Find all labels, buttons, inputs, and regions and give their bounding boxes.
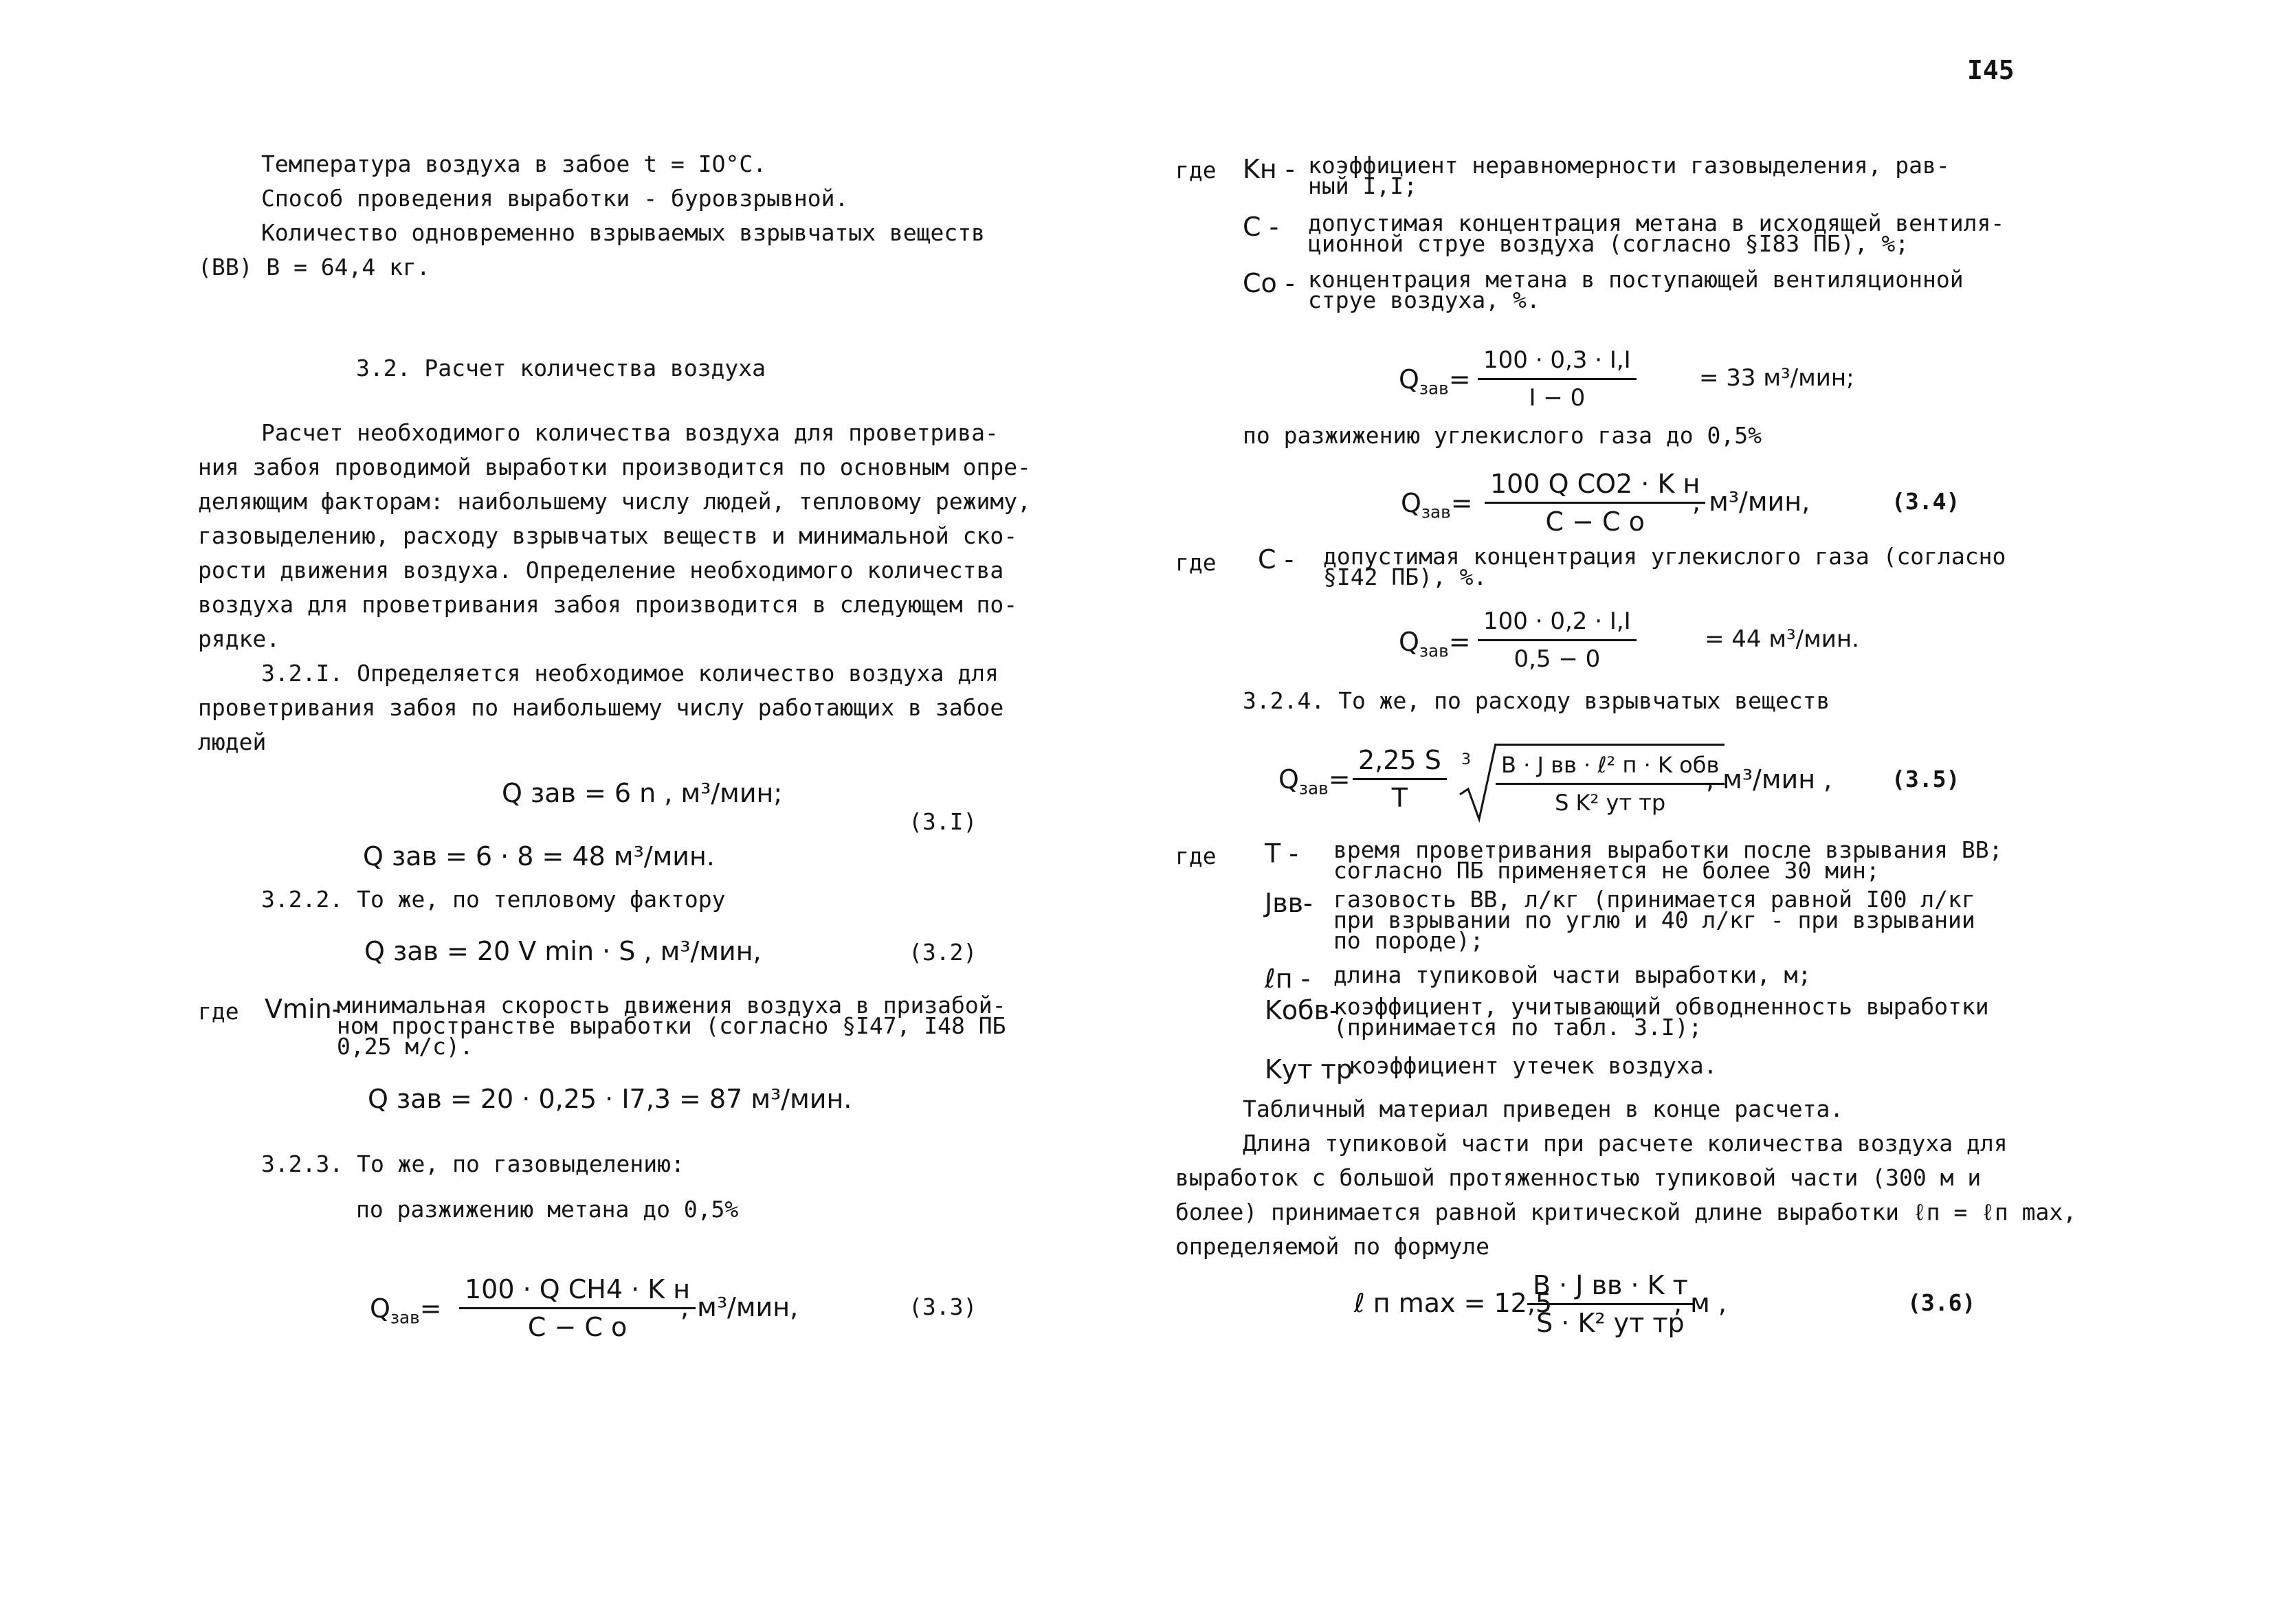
intro-line-2: Способ проведения выработки - буровзрывной.	[261, 185, 849, 212]
para1-line-2: ния забоя проводимой выработки производится по основным опре-	[198, 454, 1031, 480]
where1-line-3: 0,25 м/с).	[337, 1033, 474, 1060]
equation-3-3-units: , м³/мин,	[680, 1292, 799, 1322]
equation-number-3-3: (3.3)	[909, 1293, 977, 1320]
equation-3-5-fraction-root	[1496, 744, 1725, 819]
where4-kobv-line-1: коэффициент, учитывающий обводненность выработки	[1333, 993, 1989, 1020]
where-symbol-vmin: Vmin-	[265, 994, 342, 1024]
equation-3-4-calc-lhs: $Q_{зав}=$	[1399, 627, 1471, 661]
equation-3-3-fraction	[459, 1273, 696, 1344]
where4-t-line-1: время проветривания выработки после взрывания ВВ;	[1333, 836, 2003, 863]
where4-symbol-ln: ℓп -	[1265, 964, 1311, 994]
where2-kn-line-1: коэффициент неравномерности газовыделения, рав-	[1308, 152, 1950, 179]
equation-3-4-units: , м³/мин,	[1692, 487, 1810, 517]
para2-line-3: людей	[198, 728, 267, 755]
equation-3-5-left-numerator: 2,25 S	[1353, 744, 1447, 780]
equation-3-4-calc-denominator: 0,5 − 0	[1514, 645, 1601, 673]
para-end-line-2: Длина тупиковой части при расчете количества воздуха для	[1243, 1130, 2008, 1157]
equation-3-6-units: , м ,	[1674, 1288, 1727, 1318]
para-end-line-4: более) принимается равной критической длине выработки ℓп = ℓп max,	[1175, 1199, 2077, 1225]
co2-dilution-text: по разжижению углекислого газа до 0,5%	[1243, 422, 1762, 449]
where-label-4: где	[1175, 843, 1217, 869]
para1-line-7: рядке.	[198, 625, 280, 652]
equation-3-4-calc-fraction	[1478, 605, 1637, 676]
where2-symbol-co: Co -	[1243, 268, 1295, 298]
equation-number-3-4: (3.4)	[1892, 488, 1960, 515]
equation-3-2: Q зав = 20 V min · S , м³/мин,	[364, 936, 762, 966]
where-label-3: где	[1175, 549, 1217, 576]
equation-3-5-root-numerator: B · J вв · ℓ² п · K обв	[1496, 744, 1725, 785]
equation-number-3-2: (3.2)	[909, 939, 977, 966]
where4-symbol-kobv: Kобв-	[1265, 995, 1339, 1025]
equation-3-6-lhs: ℓ п max = 12,5	[1354, 1288, 1553, 1318]
page-number: I45	[1967, 55, 2015, 85]
where2-symbol-kn: Kн -	[1243, 154, 1295, 184]
where4-jvv-line-1: газовость ВВ, л/кг (принимается равной I00 л/кг	[1333, 886, 1975, 913]
equation-3-3-lhs: $Q_{зав}=$	[370, 1293, 442, 1328]
equation-3-3-calc-result: = 33 м³/мин;	[1699, 364, 1854, 392]
equation-3-5-left-denominator: T	[1391, 783, 1408, 813]
section-3-2-3: 3.2.3. То же, по газовыделению:	[261, 1150, 685, 1177]
equation-number-3-5: (3.5)	[1892, 766, 1960, 792]
intro-line-1: Температура воздуха в забое t = IO°С.	[261, 151, 767, 177]
para1-line-5: рости движения воздуха. Определение необходимого количества	[198, 557, 1004, 583]
where1-line-2: ном пространстве выработки (согласно §I47, I48 ПБ	[337, 1012, 1006, 1039]
para1-line-3: деляющим факторам: наибольшему числу людей, тепловому режиму,	[198, 488, 1031, 515]
equation-3-6-denominator: S · K² ут тр	[1536, 1308, 1685, 1338]
equation-3-6-numerator: B · J вв · K т	[1527, 1269, 1694, 1305]
equation-3-4-denominator: C − C o	[1545, 507, 1645, 537]
svg-text:3: 3	[1461, 751, 1471, 768]
where2-co-line-1: концентрация метана в поступающей вентиляционной	[1308, 266, 1964, 293]
where-label-2: где	[1175, 157, 1217, 183]
equation-3-5-lhs: $Q_{зав}=$	[1278, 764, 1351, 799]
equation-3-3-calc-numerator: 100 · 0,3 · I,I	[1478, 344, 1637, 380]
where4-jvv-line-2: при взрывании по углю и 40 л/кг - при взрывании	[1333, 906, 1975, 933]
where3-line-2: §I42 ПБ), %.	[1323, 564, 1487, 590]
intro-line-3: Количество одновременно взрываемых взрывчатых веществ	[261, 219, 985, 246]
equation-3-1: Q зав = 6 n , м³/мин;	[502, 778, 783, 808]
equation-3-3-denominator: C − C o	[527, 1312, 628, 1342]
equation-number-3-1: (3.I)	[909, 808, 977, 835]
equation-3-4-calc-result: = 44 м³/мин.	[1705, 625, 1859, 653]
where4-symbol-jvv: Jвв-	[1265, 888, 1313, 918]
where-label-1: где	[198, 998, 239, 1025]
methane-dilution-text: по разжижению метана до 0,5%	[356, 1196, 739, 1223]
equation-3-3-numerator: 100 · Q CH4 · K н	[459, 1273, 696, 1309]
para-end-line-3: выработок с большой протяженностью тупиковой части (300 м и	[1175, 1164, 1982, 1191]
where3-symbol-c: C -	[1258, 544, 1294, 575]
para-end-line-5: определяемой по формуле	[1175, 1233, 1489, 1260]
para1-line-4: газовыделению, расходу взрывчатых веществ и минимальной ско-	[198, 522, 1018, 549]
where2-co-line-2: струе воздуха, %.	[1308, 287, 1540, 313]
where4-symbol-t: T -	[1265, 838, 1299, 869]
section-heading: 3.2. Расчет количества воздуха	[356, 355, 766, 381]
para-end-line-1: Табличный материал приведен в конце расчета.	[1243, 1095, 1844, 1122]
equation-3-2-calc: Q зав = 20 · 0,25 · I7,3 = 87 м³/мин.	[368, 1084, 852, 1114]
equation-number-3-6: (3.6)	[1907, 1289, 1976, 1316]
equation-3-3-calc-fraction	[1478, 344, 1637, 414]
where2-c-line-1: допустимая концентрация метана в исходящей вентиля-	[1308, 210, 2005, 236]
para2-line-2: проветривания забоя по наибольшему числу работающих в забое	[198, 694, 1004, 721]
equation-3-4-numerator: 100 Q CO2 · K н	[1485, 467, 1705, 504]
equation-3-5-units: , м³/мин ,	[1706, 764, 1832, 794]
equation-3-5-fraction-left	[1353, 744, 1447, 814]
section-3-2-2: 3.2.2. То же, по тепловому фактору	[261, 886, 726, 913]
equation-3-3-calc-lhs: $Q_{зав}=$	[1399, 364, 1471, 399]
where4-symbol-kut: Kут тр	[1265, 1054, 1353, 1084]
where2-c-line-2: ционной струе воздуха (согласно §I83 ПБ), %;	[1308, 230, 1909, 257]
where2-kn-line-2: ный I,I;	[1308, 173, 1417, 199]
where4-kobv-line-2: (принимается по табл. 3.I);	[1333, 1014, 1703, 1041]
para2-line-1: 3.2.I. Определяется необходимое количество воздуха для	[261, 660, 999, 687]
para1-line-6: воздуха для проветривания забоя производится в следующем по-	[198, 591, 1018, 618]
where4-kut-line-1: коэффициент утечек воздуха.	[1349, 1052, 1718, 1079]
equation-3-1-calc: Q зав = 6 · 8 = 48 м³/мин.	[363, 841, 715, 871]
intro-line-4: (ВВ) В = 64,4 кг.	[198, 254, 430, 280]
where4-ln-line-1: длина тупиковой части выработки, м;	[1333, 961, 1812, 988]
equation-3-3-calc-denominator: I − 0	[1529, 384, 1586, 412]
cube-root-sign-icon	[1457, 741, 1497, 823]
where4-jvv-line-3: по породе);	[1333, 927, 1484, 954]
equation-3-4-fraction	[1485, 467, 1705, 538]
equation-3-5-root-denominator: S K² ут тр	[1555, 790, 1666, 816]
equation-3-6-fraction	[1527, 1269, 1694, 1339]
equation-3-4-calc-numerator: 100 · 0,2 · I,I	[1478, 605, 1637, 641]
where1-line-1: минимальная скорость движения воздуха в призабой-	[337, 992, 1006, 1019]
where3-line-1: допустимая концентрация углекислого газа (согласно	[1323, 543, 2006, 570]
where4-t-line-2: согласно ПБ применяется не более 30 мин;	[1333, 857, 1880, 884]
para1-line-1: Расчет необходимого количества воздуха для проветрива-	[261, 419, 999, 446]
equation-3-4-lhs: $Q_{зав}=$	[1401, 488, 1473, 522]
section-3-2-4: 3.2.4. То же, по расходу взрывчатых веществ	[1243, 687, 1830, 714]
where2-symbol-c: C -	[1243, 212, 1279, 242]
